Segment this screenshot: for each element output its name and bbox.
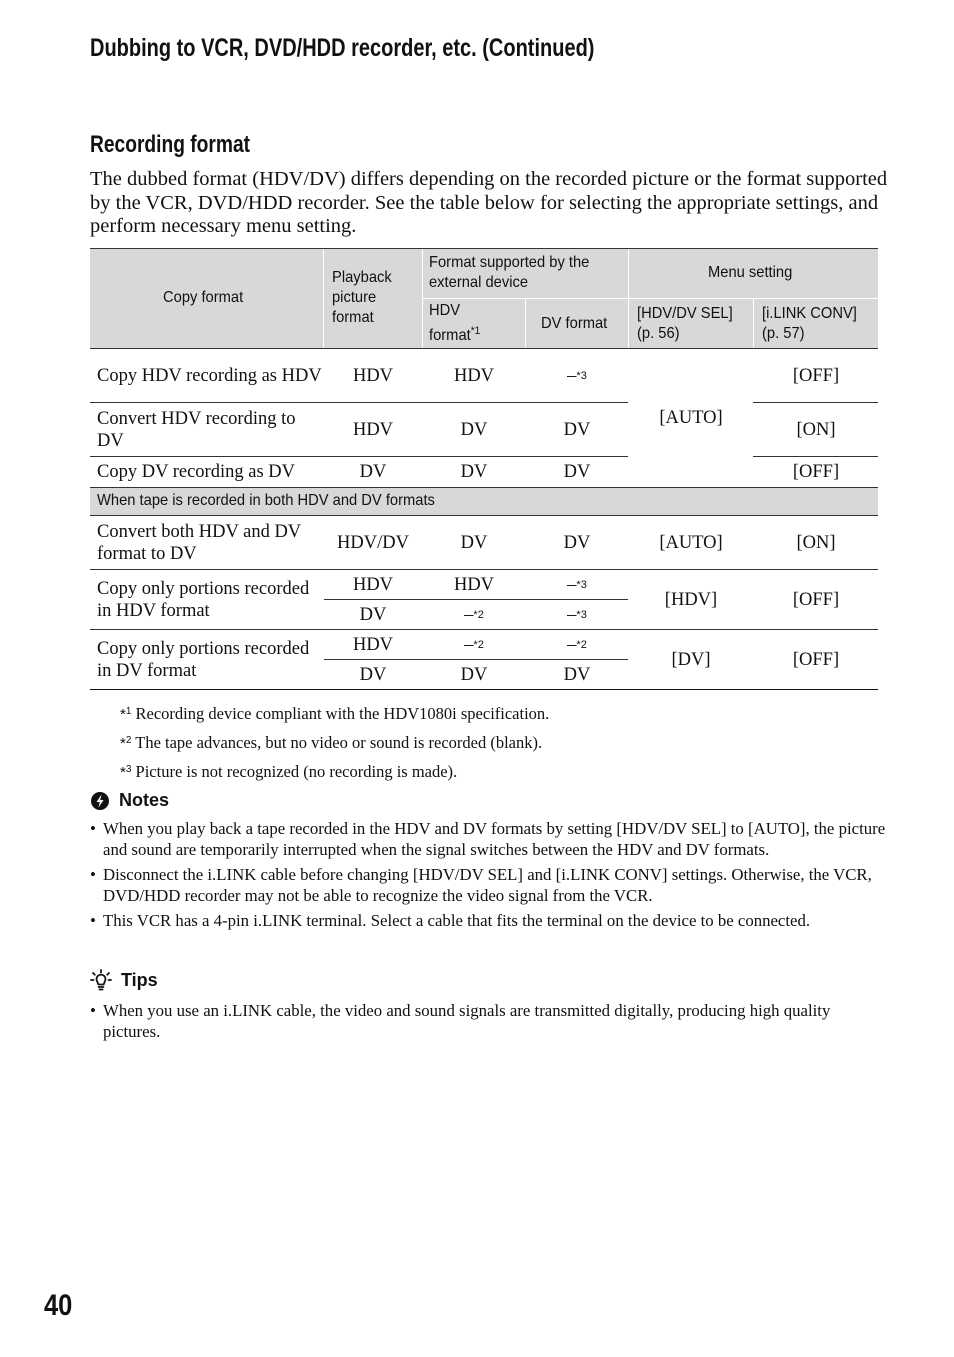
cell-playback: HDV [352,634,394,655]
header-hdv-format: HDV format$^{*1}$ [423,299,525,348]
cell-ilink: [OFF] [792,462,840,482]
cell-playback: DV [359,664,387,685]
cell-dv: – *3 [567,574,587,595]
cell-hdv: – *2 [464,604,484,625]
notes-heading: Notes [90,790,169,811]
tips-heading: Tips [90,969,158,991]
cell-hdv: DV [460,419,488,440]
cell-hdv: HDV [453,574,495,595]
cell-ilink: [ON] [796,532,836,553]
table-rule [90,569,878,570]
cell-ilink: [ON] [796,419,836,440]
table-rule [324,599,628,600]
row-label: Copy DV recording as DV [97,462,295,482]
section-title: Recording format [90,131,251,158]
row-label: Convert HDV recording to DV [97,408,296,451]
header-hdv-dv-sel: [HDV/DV SEL] (p. 56) [629,299,753,348]
cell-hdv: DV [460,664,488,685]
cell-playback: DV [359,604,387,625]
cell-hdv-dv-sel: [DV] [671,649,711,670]
cell-dv: – *3 [567,604,587,625]
header-copy-format: Copy format [90,248,323,348]
cell-hdv: DV [460,462,488,482]
header-dv-format: DV format [526,299,628,348]
cell-playback: HDV [352,365,394,386]
footnote-2: *$^2$ The tape advances, but no video or sound is recorded (blank). [120,733,543,752]
header-playback-format: Playback picture format [324,248,422,348]
cell-playback: HDV [352,574,394,595]
table-rule [90,456,628,457]
page-number: 40 [44,1289,73,1322]
intro-paragraph: The dubbed format (HDV/DV) differs depending on the recorded picture or the format supported by the VCR, DVD/HDD recorder. See the table below for selecting the appropriate settings, and perform necessary menu setting. [90,168,888,237]
header-ilink-conv: [i.LINK CONV] (p. 57) [754,299,878,348]
table-rule [90,248,878,249]
cell-ilink: [OFF] [792,649,840,670]
table-rule [753,456,878,457]
cell-hdv: DV [460,532,488,553]
notes-list [90,818,890,935]
cell-hdv-dv-sel: [AUTO] [659,532,723,553]
cell-hdv: – *2 [464,634,484,655]
tips-list [90,1000,890,1046]
row-label: Copy only portions recorded in HDV format [97,578,310,621]
table-rule [90,515,878,516]
footnote-1: *$^1$ Recording device compliant with the HDV1080i specification. [120,704,550,723]
cell-playback: HDV [352,419,394,440]
footnote-3: *$^3$ Picture is not recognized (no recording is made). [120,762,458,781]
list-item: • This VCR has a 4-pin i.LINK terminal. Select a cable that fits the terminal on the device to be connected. [90,910,890,931]
cell-ilink: [OFF] [792,365,840,386]
table-rule [90,487,878,488]
cell-dv: DV [563,664,591,685]
table-rule [90,629,878,630]
cell-hdv: HDV [453,365,495,386]
table-rule [90,402,628,403]
list-item: • When you play back a tape recorded in the HDV and DV formats by setting [HDV/DV SEL] to [AUTO], the picture and sound are temporarily interrupted when the signal switches between the HDV and DV formats. [90,818,890,860]
recording-format-table [90,248,878,690]
table-rule [324,659,628,660]
table-rule [90,689,878,690]
cell-dv: DV [563,462,591,482]
cell-hdv-dv-sel: [HDV] [664,589,718,610]
row-label: Convert both HDV and DV format to DV [97,521,301,564]
header-divider [423,298,878,299]
footnotes [120,699,549,786]
cell-playback: HDV/DV [337,532,409,553]
header-menu-setting: Menu setting [629,248,878,298]
table-rule [753,402,878,403]
header-format-supported: Format supported by the external device [423,248,628,298]
list-item: • When you use an i.LINK cable, the video and sound signals are transmitted digitally, producing high quality pictures. [90,1000,890,1042]
cell-dv: DV [563,419,591,440]
subheader-both-formats: When tape is recorded in both HDV and DV formats [90,487,878,515]
page-title: Dubbing to VCR, DVD/HDD recorder, etc. (Continued) [90,34,595,62]
lightbulb-icon [90,969,112,991]
cell-hdv-dv-sel-merged: [AUTO] [659,408,723,428]
notes-icon [90,791,110,811]
cell-dv: DV [563,532,591,553]
row-label: Copy only portions recorded in DV format [97,638,310,681]
cell-dv: – *2 [567,634,587,655]
cell-ilink: [OFF] [792,589,840,610]
cell-playback: DV [359,462,387,482]
cell-dv: – *3 [567,365,587,386]
row-label: Copy HDV recording as HDV [97,365,322,386]
table-rule [90,348,878,349]
list-item: • Disconnect the i.LINK cable before changing [HDV/DV SEL] and [i.LINK CONV] settings. Otherwise, the VCR, DVD/HDD recorder may not be able to recognize the video signal from the VCR. [90,864,890,906]
